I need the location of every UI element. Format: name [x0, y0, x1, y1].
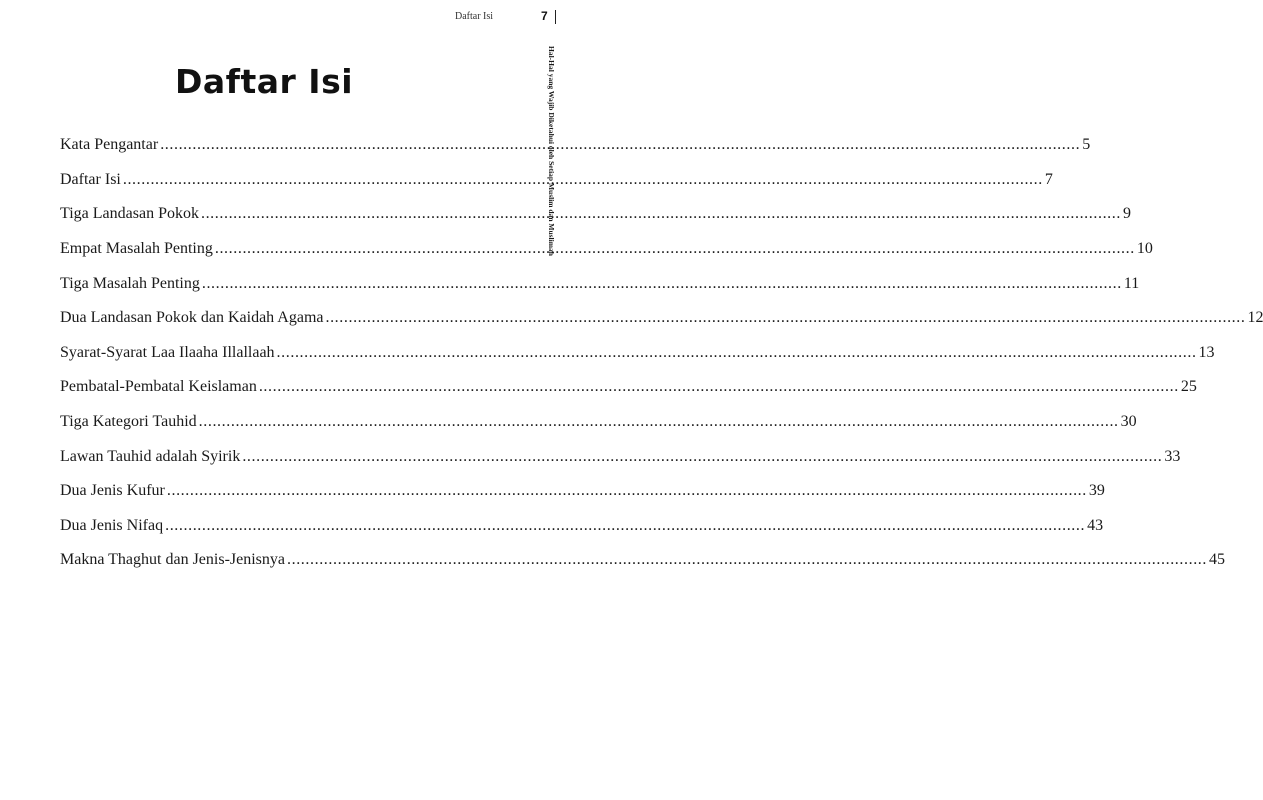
toc-dot-leader: ........................................................................................................................................................................................................: [200, 205, 1121, 223]
header-divider: [555, 10, 556, 24]
toc-entry[interactable]: [60, 266, 1140, 301]
toc-entry[interactable]: [60, 197, 1131, 232]
page-title: Daftar Isi: [174, 62, 354, 101]
toc-dot-leader: ........................................................................................................................................................................................................: [242, 447, 1163, 465]
toc-entry-page: 12: [1247, 309, 1263, 327]
toc-entry[interactable]: [60, 301, 1263, 336]
toc-entry-title: Dua Jenis Kufur: [60, 482, 165, 500]
toc-dot-leader: ........................................................................................................................................................................................................: [122, 170, 1043, 188]
toc-entry-title: Syarat-Syarat Laa Ilaaha Illallaah: [60, 343, 275, 361]
toc-dot-leader: ........................................................................................................................................................................................................: [287, 551, 1207, 569]
toc-dot-leader: ........................................................................................................................................................................................................: [214, 240, 1135, 258]
toc-dot-leader: ........................................................................................................................................................................................................: [258, 378, 1179, 396]
toc-entry-title: Tiga Kategori Tauhid: [60, 413, 197, 431]
toc-entry-page: 39: [1088, 482, 1105, 500]
toc-entry-page: 33: [1164, 447, 1181, 465]
toc-entry-title: Kata Pengantar: [60, 136, 159, 154]
toc-dot-leader: ........................................................................................................................................................................................................: [165, 516, 1086, 534]
toc-entry-title: Tiga Landasan Pokok: [60, 205, 199, 223]
toc-entry-title: Lawan Tauhid adalah Syirik: [60, 447, 241, 465]
toc-entry-page: 10: [1136, 240, 1153, 258]
toc-entry-page: 30: [1120, 413, 1137, 431]
toc-entry-title: Tiga Masalah Penting: [60, 274, 200, 292]
toc-entry-page: 25: [1180, 378, 1197, 396]
toc-entry-title: Daftar Isi: [60, 170, 121, 188]
toc-entry[interactable]: [60, 405, 1137, 440]
toc-entry-page: 9: [1122, 205, 1131, 223]
toc-entry-title: Makna Thaghut dan Jenis-Jenisnya: [60, 551, 285, 569]
book-side-title: Hal-Hal yang Wajib Diketahui oleh Setiap Muslim dan Muslimah: [547, 46, 556, 256]
toc-entry-title: Dua Landasan Pokok dan Kaidah Agama: [60, 309, 324, 327]
toc-entry-page: 5: [1082, 136, 1091, 154]
toc-entry-page: 43: [1087, 516, 1104, 534]
toc-entry[interactable]: [60, 370, 1197, 405]
toc-entry[interactable]: [60, 232, 1153, 267]
toc-dot-leader: ........................................................................................................................................................................................................: [325, 309, 1246, 327]
toc-entry-page: 13: [1198, 343, 1215, 361]
toc-entry[interactable]: [60, 163, 1053, 198]
toc-entry-title: Pembatal-Pembatal Keislaman: [60, 378, 257, 396]
toc-entry[interactable]: [60, 474, 1105, 509]
toc-dot-leader: ........................................................................................................................................................................................................: [198, 413, 1119, 431]
toc-entry[interactable]: [60, 128, 1091, 163]
toc-entry[interactable]: [60, 336, 1215, 371]
toc-entry[interactable]: [60, 543, 1225, 578]
running-header-label: Daftar Isi: [455, 11, 494, 22]
toc-dot-leader: ........................................................................................................................................................................................................: [166, 482, 1087, 500]
toc-entry-page: 7: [1044, 170, 1053, 188]
toc-dot-leader: ........................................................................................................................................................................................................: [160, 136, 1081, 154]
toc-entry[interactable]: [60, 439, 1181, 474]
toc-entry-title: Empat Masalah Penting: [60, 240, 213, 258]
page-number: 7: [541, 9, 548, 23]
toc-dot-leader: ........................................................................................................................................................................................................: [276, 343, 1197, 361]
toc-entry-title: Dua Jenis Nifaq: [60, 516, 164, 534]
toc-entry-page: 45: [1209, 551, 1225, 569]
toc-dot-leader: ........................................................................................................................................................................................................: [201, 274, 1122, 292]
toc-entry[interactable]: [60, 509, 1104, 544]
toc-entry-page: 11: [1123, 274, 1140, 292]
